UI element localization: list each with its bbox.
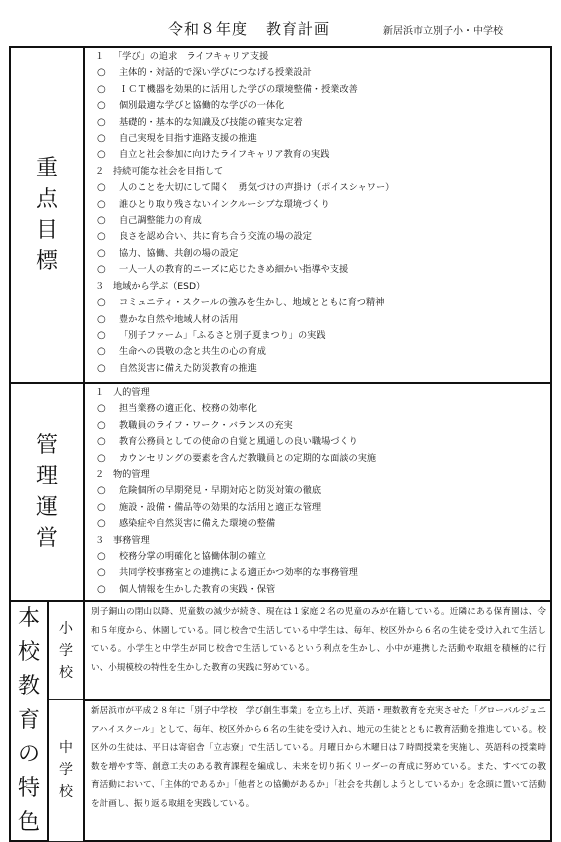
circle-icon: ○ xyxy=(97,264,106,276)
circle-icon: ○ xyxy=(97,485,106,497)
management-item: ○ 感染症や自然災害に備えた環境の整備 xyxy=(91,516,548,532)
management-item: ○ 校務分掌の明確化と協働体制の確立 xyxy=(91,549,548,565)
goals-item: ○ 人のことを大切にして聞く 勇気づけの声掛け（ポイスシャワー） xyxy=(91,180,548,196)
circle-icon: ○ xyxy=(97,67,106,79)
circle-icon: ○ xyxy=(97,100,106,112)
management-item: ○ カウンセリングの要素を含んだ教職員との定期的な面談の実施 xyxy=(91,451,548,467)
circle-icon: ○ xyxy=(97,247,106,259)
management-section-heading: １ 人的管理 xyxy=(95,387,150,398)
management-label-text: 管 理 運 営 xyxy=(35,433,58,551)
junior-label-text: 中 学 校 xyxy=(59,740,73,801)
goals-item: ○ 誰ひとり取り残さないインクルーシブな環境づくり xyxy=(91,197,548,213)
goals-item: ○ 基礎的・基本的な知識及び技能の確実な定着 xyxy=(91,115,548,131)
goals-row xyxy=(10,47,551,383)
circle-icon: ○ xyxy=(97,419,106,431)
elementary-description: 別子銅山の閉山以降、児童数の減少が続き、現在は１家庭２名の児童のみが在籍している。近隣にある保育園は、令和５年度から、休園している。同じ校舎で生活している中学生は、毎年、校区外から６名の生徒を受け入れて生活している。小学生と中学生が同じ校舎で生活しているという利点を生かし、小中が連携した活動や取組を積極的に行い、小規模校の特性を生かした教育の実践に努めている。 xyxy=(84,601,551,700)
features-label xyxy=(10,601,48,841)
circle-icon: ○ xyxy=(97,452,106,464)
goals-item: ○ 一人一人の教育的ニーズに応じたきめ細かい指導や支援 xyxy=(91,262,548,278)
goals-section-heading: １ 「学び」の追求 ライフキャリア支援 xyxy=(95,51,269,62)
management-item: ○ 教育公務員としての使命の自覚と風通しの良い職場づくり xyxy=(91,434,548,450)
management-item: ○ 個人情報を生かした教育の実践・保管 xyxy=(91,582,548,598)
circle-icon: ○ xyxy=(97,403,106,415)
goals-item: ○ ＩＣＴ機器を効果的に活用した学びの環境整備・授業改善 xyxy=(91,82,548,98)
goals-item: ○ 自然災害に備えた防災教育の推進 xyxy=(91,361,548,377)
management-content xyxy=(84,383,551,601)
goals-item: ○ 協力、協働、共創の場の設定 xyxy=(91,246,548,262)
features-label-text: 本 校 教 育 の 特 色 xyxy=(17,606,40,835)
goals-item: ○ 良さを認め合い、共に育ち合う交流の場の設定 xyxy=(91,229,548,245)
circle-icon: ○ xyxy=(97,329,106,341)
junior-label xyxy=(48,700,84,841)
goals-label xyxy=(10,47,84,383)
circle-icon: ○ xyxy=(97,313,106,325)
goals-content xyxy=(84,47,551,383)
title-sub: 教育計画 xyxy=(266,20,331,38)
circle-icon: ○ xyxy=(97,231,106,243)
goals-item: ○ 自己調整能力の育成 xyxy=(91,213,548,229)
goals-item: ○ 個別最適な学びと協働的な学びの一体化 xyxy=(91,98,548,114)
management-item: ○ 危険個所の早期発見・早期対応と防災対策の徹底 xyxy=(91,483,548,499)
goals-section-heading: ３ 地域から学ぶ（ESD） xyxy=(95,280,206,292)
circle-icon: ○ xyxy=(97,116,106,128)
circle-icon: ○ xyxy=(97,149,106,161)
circle-icon: ○ xyxy=(97,583,106,595)
goals-item: ○ コミュニティ・スクールの強みを生かし、地域とともに育つ精神 xyxy=(91,295,548,311)
circle-icon: ○ xyxy=(97,551,106,563)
junior-description: 新居浜市が平成２８年に「別子中学校 学び創生事業」を立ち上げ、英語・理数教育を充実させた「グローバルジュニアハイスクール」として、毎年、校区外から６名の生徒を受け入れ、地元の生徒とともに教育活動を推進している。校区外の生徒は、平日は寄宿舎「立志寮」で生活している。月曜日から木曜日は７時間授業を実施し、英語科の授業時数を増やす等、創意工夫のある教育課程を編成し、未来を切り拓くリーダーの育成に努めている。また、すべての教育活動において、「主体的であるか」「他者との協働があるか」「社会を共創しようとしているか」を念頭に置いて活動を計画し、振り返る取組を実践している。 xyxy=(84,700,551,841)
management-item: ○ 教職員のライフ・ワーク・バランスの充実 xyxy=(91,418,548,434)
circle-icon: ○ xyxy=(97,83,106,95)
features-elementary-row xyxy=(10,601,551,700)
goals-item: ○ 自立と社会参加に向けたライフキャリア教育の実践 xyxy=(91,147,548,163)
circle-icon: ○ xyxy=(97,501,106,513)
circle-icon: ○ xyxy=(97,436,106,448)
management-label xyxy=(10,383,84,601)
management-section-heading: ２ 物的管理 xyxy=(95,469,150,481)
management-item: ○ 共同学校事務室との連携による適正かつ効率的な事務管理 xyxy=(91,565,548,581)
circle-icon: ○ xyxy=(97,133,106,145)
goals-item: ○ 生命への畏敬の念と共生の心の育成 xyxy=(91,344,548,360)
goals-item: ○ 「別子ファーム」「ふるさと別子夏まつり」の実践 xyxy=(91,328,548,344)
features-junior-row xyxy=(10,700,551,841)
management-item: ○ 施設・設備・備品等の効果的な活用と適正な管理 xyxy=(91,500,548,516)
goals-item: ○ 主体的・対話的で深い学びにつなげる授業設計 xyxy=(91,65,548,81)
management-row xyxy=(10,383,551,601)
goals-item: ○ 豊かな自然や地域人材の活用 xyxy=(91,312,548,328)
goals-item: ○ 自己実現を目指す進路支援の推進 xyxy=(91,131,548,147)
circle-icon: ○ xyxy=(97,346,106,358)
goals-section-heading: ２ 持続可能な社会を目指して xyxy=(95,165,224,177)
management-item: ○ 担当業務の適正化、校務の効率化 xyxy=(91,401,548,417)
elementary-label xyxy=(48,601,84,700)
page-title xyxy=(168,18,330,39)
goals-label-text: 重 点 目 標 xyxy=(35,156,58,274)
plan-table xyxy=(9,46,552,842)
circle-icon: ○ xyxy=(97,518,106,530)
circle-icon: ○ xyxy=(97,182,106,194)
management-section-heading: ３ 事務管理 xyxy=(95,534,150,546)
circle-icon: ○ xyxy=(97,198,106,210)
circle-icon: ○ xyxy=(97,215,106,227)
circle-icon: ○ xyxy=(97,297,106,309)
circle-icon: ○ xyxy=(97,567,106,579)
school-name: 新居浜市立別子小・中学校 xyxy=(383,26,503,37)
title-main: 令和８年度 xyxy=(168,20,249,38)
elementary-label-text: 小 学 校 xyxy=(59,620,73,681)
circle-icon: ○ xyxy=(97,362,106,374)
